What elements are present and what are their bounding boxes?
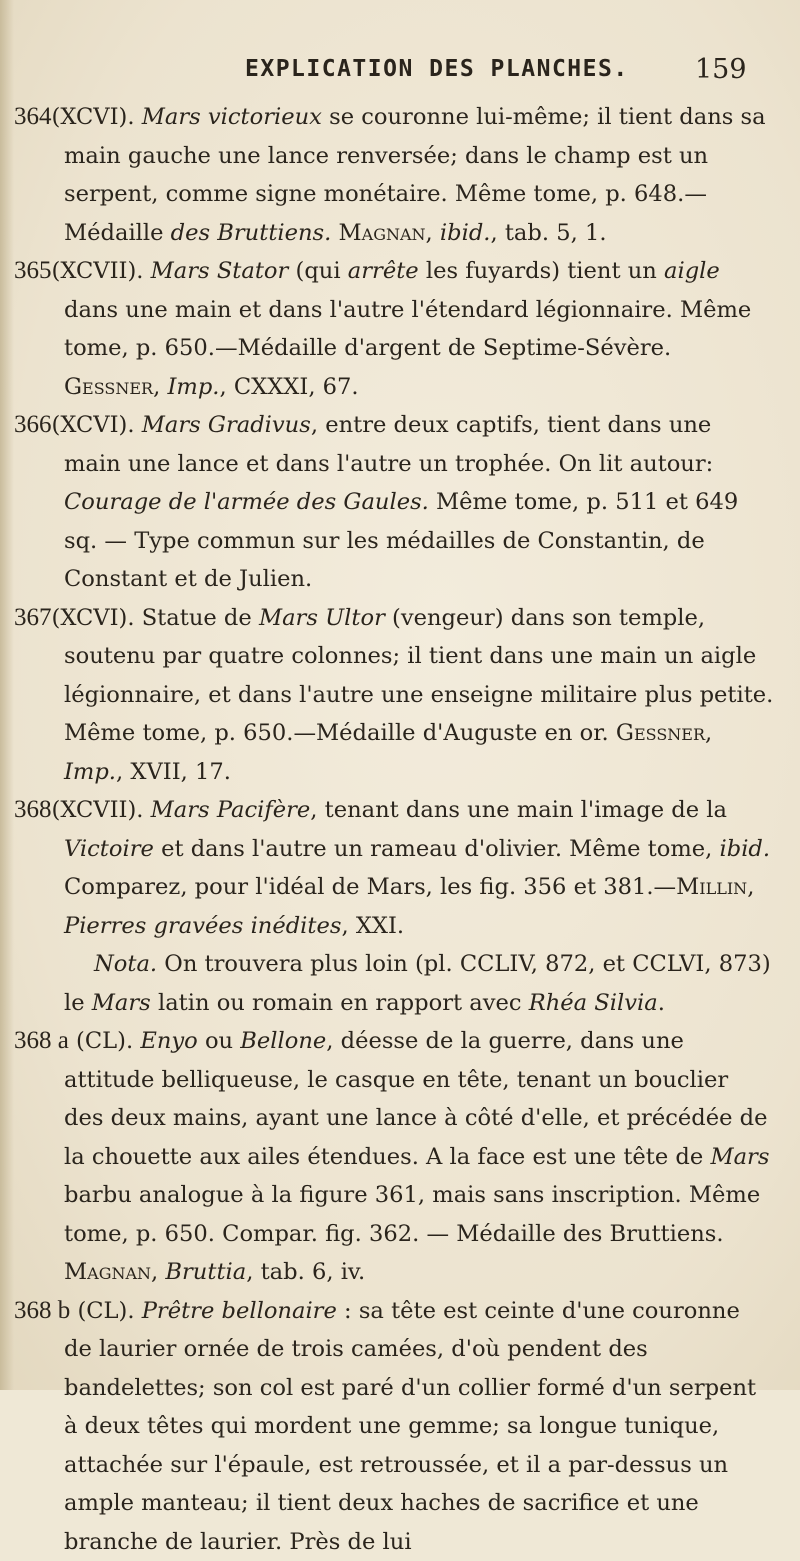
nota-paragraph: Nota. On trouvera plus loin (pl. CCLIV, 872, et CCLVI, 873) le Mars latin ou romain en rapport avec Rhéa Silvia. — [14, 945, 774, 1022]
entry-368: 368(XCVII). Mars Pacifère, tenant dans une main l'image de la Victoire et dans l'autre un rameau d'olivier. Même tome, ibid. Comparez, pour l'idéal de Mars, les fig. 356 et 381.—Millin, Pierres gravées inédites, XXI. — [14, 791, 774, 945]
header-title: EXPLICATION DES PLANCHES. — [245, 56, 629, 82]
entry-364: 364(XCVI). Mars victorieux se couronne lui-même; il tient dans sa main gauche une lance renversée; dans le champ est un serpent, comme signe monétaire. Même tome, p. 648.—Médaille des Bruttiens. Magnan, ibid., tab. 5, 1. — [14, 98, 774, 252]
entry-366: 366(XCVI). Mars Gradivus, entre deux captifs, tient dans une main une lance et dans l'autre un trophée. On lit autour: Courage de l'armée des Gaules. Même tome, p. 511 et 649 sq. — Type commun sur les médailles de Constantin, de Constant et de Julien. — [14, 406, 774, 599]
entry-365: 365(XCVII). Mars Stator (qui arrête les fuyards) tient un aigle dans une main et dans l'autre l'étendard légionnaire. Même tome, p. 650.—Médaille d'argent de Septime-Sévère. Gessner, Imp., CXXXI, 67. — [14, 252, 774, 406]
entry-number: 367 — [14, 604, 52, 631]
entry-number: 368 b — [14, 1297, 70, 1324]
plate-explanations — [14, 98, 774, 1561]
entry-number: 365 — [14, 257, 52, 284]
entry-number: 368 a — [14, 1027, 69, 1054]
entry-368a: 368 a (CL). Enyo ou Bellone, déesse de la guerre, dans une attitude belliqueuse, le casque en tête, tenant un bouclier des deux mains, ayant une lance à côté d'elle, et précédée de la chouette aux ailes étendues. A la face est une tête de Mars barbu analogue à la figure 361, mais sans inscription. Même tome, p. 650. Compar. fig. 362. — Médaille des Bruttiens. Magnan, Bruttia, tab. 6, iv. — [14, 1022, 774, 1292]
running-header — [0, 52, 800, 92]
page-edge-shadow — [0, 0, 14, 1390]
entry-368b: 368 b (CL). Prêtre bellonaire : sa tête est ceinte d'une couronne de laurier ornée de trois camées, d'où pendent des bandelettes; son col est paré d'un collier formé d'un serpent à deux têtes qui mordent une gemme; sa longue tunique, attachée sur l'épaule, est retroussée, et il a par-dessus un ample manteau; il tient deux haches de sacrifice et une branche de laurier. Près de lui — [14, 1292, 774, 1561]
entry-number: 368 — [14, 796, 52, 823]
entry-number: 366 — [14, 411, 52, 438]
entry-367: 367(XCVI). Statue de Mars Ultor (vengeur) dans son temple, soutenu par quatre colonnes; il tient dans une main un aigle légionnaire, et dans l'autre une enseigne militaire plus petite. Même tome, p. 650.—Médaille d'Auguste en or. Gessner, Imp., XVII, 17. — [14, 599, 774, 792]
page-number: 159 — [695, 54, 747, 85]
entry-number: 364 — [14, 103, 52, 130]
